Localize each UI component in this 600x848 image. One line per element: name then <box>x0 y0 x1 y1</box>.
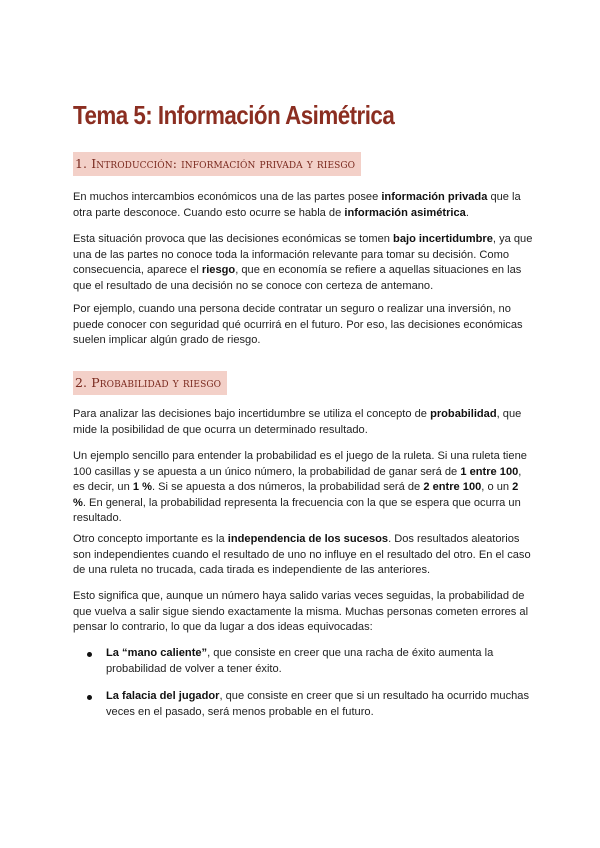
text-run: , es decir, un <box>73 465 522 493</box>
bold-text: 2 entre 100 <box>423 481 482 493</box>
text-run: , que mide la posibilidad de que ocurra un determinado resultado. <box>73 408 522 436</box>
text-run: . Dos resultados aleatorios son independientes cuando el resultado de uno no influye en el resultado del otro. En el caso de una ruleta no trucada, cada tirada es independiente de las anteriores. <box>73 533 531 576</box>
list-item <box>73 689 533 720</box>
text-run: Para analizar las decisiones bajo incertidumbre se utiliza el concepto de <box>73 408 431 420</box>
text-run: , que consiste en creer que si un resultado ha ocurrido muchas veces en el pasado, será menos probable en el futuro. <box>106 690 530 718</box>
bold-text: 2 % <box>73 481 519 509</box>
bold-text: riesgo <box>201 264 236 276</box>
bullet-list <box>73 646 533 720</box>
bold-text: bajo incertidumbre <box>393 233 493 245</box>
text-run: . <box>465 206 469 219</box>
paragraph <box>73 232 533 294</box>
bold-text: 1 entre 100 <box>460 465 519 478</box>
text-run: que la otra parte desconoce. Cuando esto ocurre se habla de <box>73 191 521 219</box>
section-heading-2: 2. Probabilidad y riesgo <box>73 371 227 395</box>
bold-text: probabilidad <box>430 408 497 420</box>
paragraph <box>73 449 533 527</box>
list-item <box>73 646 533 677</box>
text-run: , o un <box>481 481 513 493</box>
list-item-text <box>106 690 529 718</box>
bold-text: La falacia del jugador <box>106 690 220 702</box>
bullet-dot-icon <box>87 695 92 700</box>
text-run: En muchos intercambios económicos una de las partes posee <box>73 191 382 203</box>
paragraph <box>73 407 533 438</box>
section-heading-1: 1. Introducción: información privada y riesgo <box>73 152 361 176</box>
text-run: , que en economía se refiere a aquellas situaciones en las que el resultado de una decisión no se conoce con certeza de antemano. <box>73 264 522 292</box>
text-run: . En general, la probabilidad representa la frecuencia con la que se espera que ocurra un resultado. <box>73 496 521 524</box>
bold-text: información asimétrica <box>344 206 466 219</box>
bold-text: información privada <box>381 191 488 203</box>
bold-text: independencia de los sucesos <box>227 533 389 545</box>
bold-text: La “mano caliente” <box>106 647 208 659</box>
text-run: , ya que una de las partes no conoce toda la información relevante para tomar su decisión. Como consecuencia, aparece el <box>73 233 533 276</box>
text-run: Por ejemplo, cuando una persona decide contratar un seguro o realizar una inversión, no puede conocer con seguridad qué ocurrirá en el futuro. Por eso, las decisiones económicas suelen implicar algún grado de riesgo. <box>73 303 523 346</box>
bullet-dot-icon <box>87 652 92 657</box>
text-run: Esta situación provoca que las decisiones económicas se tomen <box>73 233 394 245</box>
paragraph <box>73 190 533 221</box>
paragraph <box>73 302 533 349</box>
text-run: , que consiste en creer que una racha de éxito aumenta la probabilidad de volver a tener éxito. <box>106 647 494 675</box>
bold-text: 1 % <box>132 481 152 493</box>
text-run: Esto significa que, aunque un número haya salido varias veces seguidas, la probabilidad de que vuelva a salir sigue siendo exactamente la misma. Muchas personas cometen errores al pensar lo contrario, lo que da lugar a dos ideas equivocadas: <box>73 590 529 633</box>
text-run: Otro concepto importante es la <box>73 533 228 545</box>
text-run: Un ejemplo sencillo para entender la probabilidad es el juego de la ruleta. Si una ruleta tiene 100 casillas y se apuesta a un único número, la probabilidad de ganar será de <box>73 450 527 478</box>
paragraph <box>73 532 533 579</box>
paragraph <box>73 589 533 636</box>
list-item-text <box>106 647 493 675</box>
document-title: Tema 5: Información Asimétrica <box>73 100 395 130</box>
text-run: . Si se apuesta a dos números, la probabilidad será de <box>151 481 424 493</box>
